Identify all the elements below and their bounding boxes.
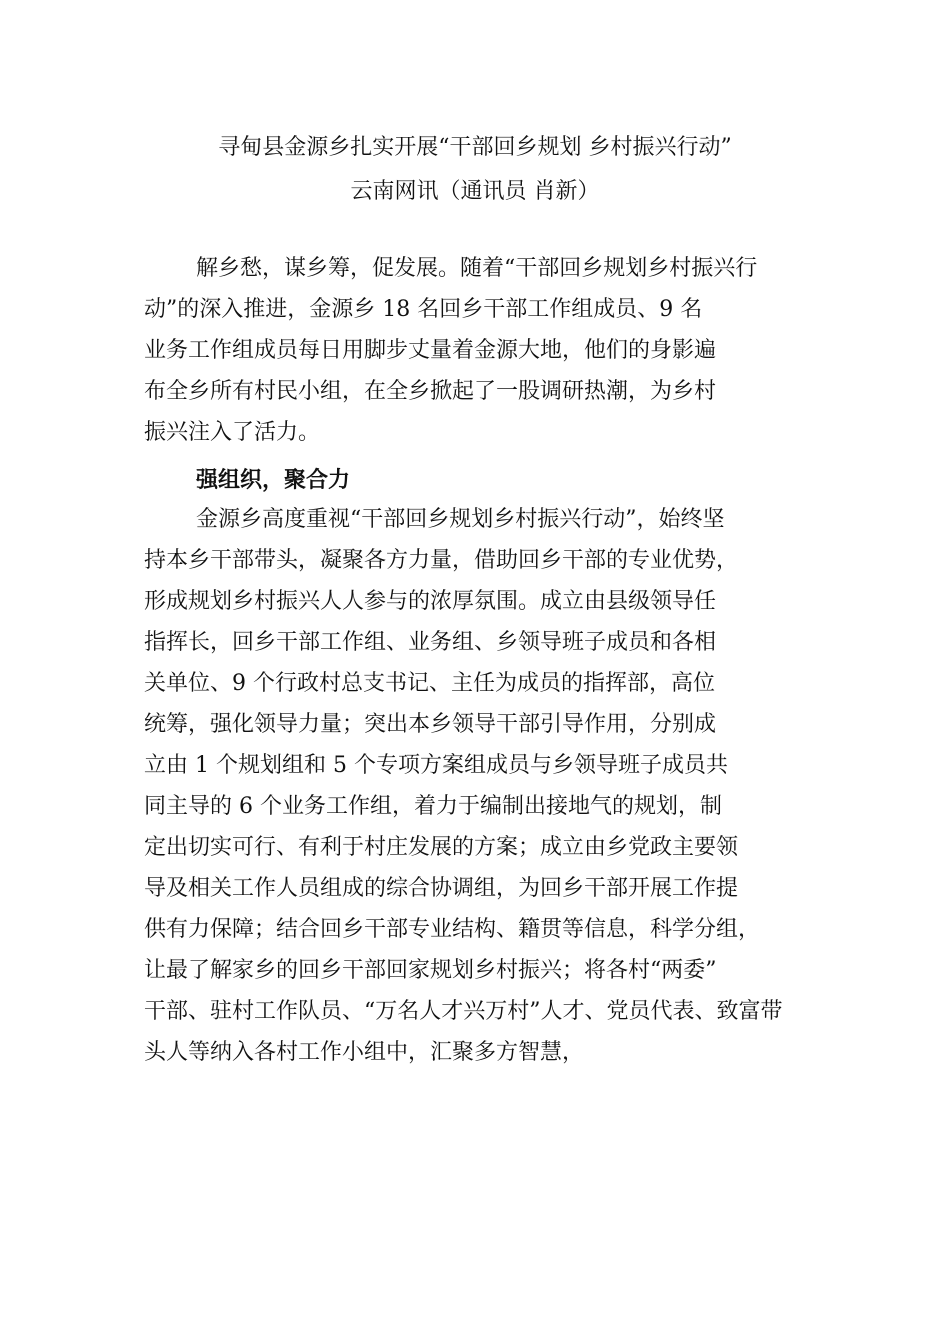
paragraph-line: 让最了解家乡的回乡干部回家规划乡村振兴；将各村“两委” [144,958,717,983]
document-header [0,126,950,214]
paragraph-line: 统筹，强化领导力量；突出本乡领导干部引导作用，分别成 [144,712,717,737]
paragraph-line: 关单位、9 个行政村总支书记、主任为成员的指挥部，高位 [144,671,715,696]
paragraph-line: 立由 1 个规划组和 5 个专项方案组成员与乡领导班子成员共 [144,753,728,778]
document-byline: 云南网讯（通讯员 肖新） [350,179,600,204]
paragraph-line: 金源乡高度重视“干部回乡规划乡村振兴行动”，始终坚 [196,507,725,532]
paragraph-line: 供有力保障；结合回乡干部专业结构、籍贯等信息，科学分组， [144,917,761,942]
paragraph-line: 同主导的 6 个业务工作组，着力于编制出接地气的规划，制 [144,794,722,819]
paragraph-line: 动”的深入推进，金源乡 18 名回乡干部工作组成员、9 名 [144,297,703,322]
section-heading: 强组织，聚合力 [196,468,351,493]
document-body [144,248,834,1073]
paragraph-line: 定出切实可行、有利于村庄发展的方案；成立由乡党政主要领 [144,835,739,860]
paragraph-line: 头人等纳入各村工作小组中，汇聚多方智慧， [144,1040,585,1065]
paragraph-line: 布全乡所有村民小组，在全乡掀起了一股调研热潮，为乡村 [144,379,717,404]
intro-paragraph [144,248,834,453]
document-title: 寻甸县金源乡扎实开展“干部回乡规划 乡村振兴行动” [218,135,732,160]
paragraph-line: 导及相关工作人员组成的综合协调组，为回乡干部开展工作提 [144,876,739,901]
paragraph-line: 振兴注入了活力。 [144,420,321,445]
paragraph-line: 持本乡干部带头，凝聚各方力量，借助回乡干部的专业优势， [144,548,739,573]
section-paragraph [144,499,834,1073]
paragraph-line: 指挥长，回乡干部工作组、业务组、乡领导班子成员和各相 [144,630,717,655]
paragraph-line: 业务工作组成员每日用脚步丈量着金源大地，他们的身影遍 [144,338,717,363]
paragraph-line: 干部、驻村工作队员、“万名人才兴万村”人才、党员代表、致富带 [144,999,783,1024]
paragraph-line: 解乡愁，谋乡筹，促发展。随着“干部回乡规划乡村振兴行 [196,256,758,281]
paragraph-line: 形成规划乡村振兴人人参与的浓厚氛围。成立由县级领导任 [144,589,717,614]
